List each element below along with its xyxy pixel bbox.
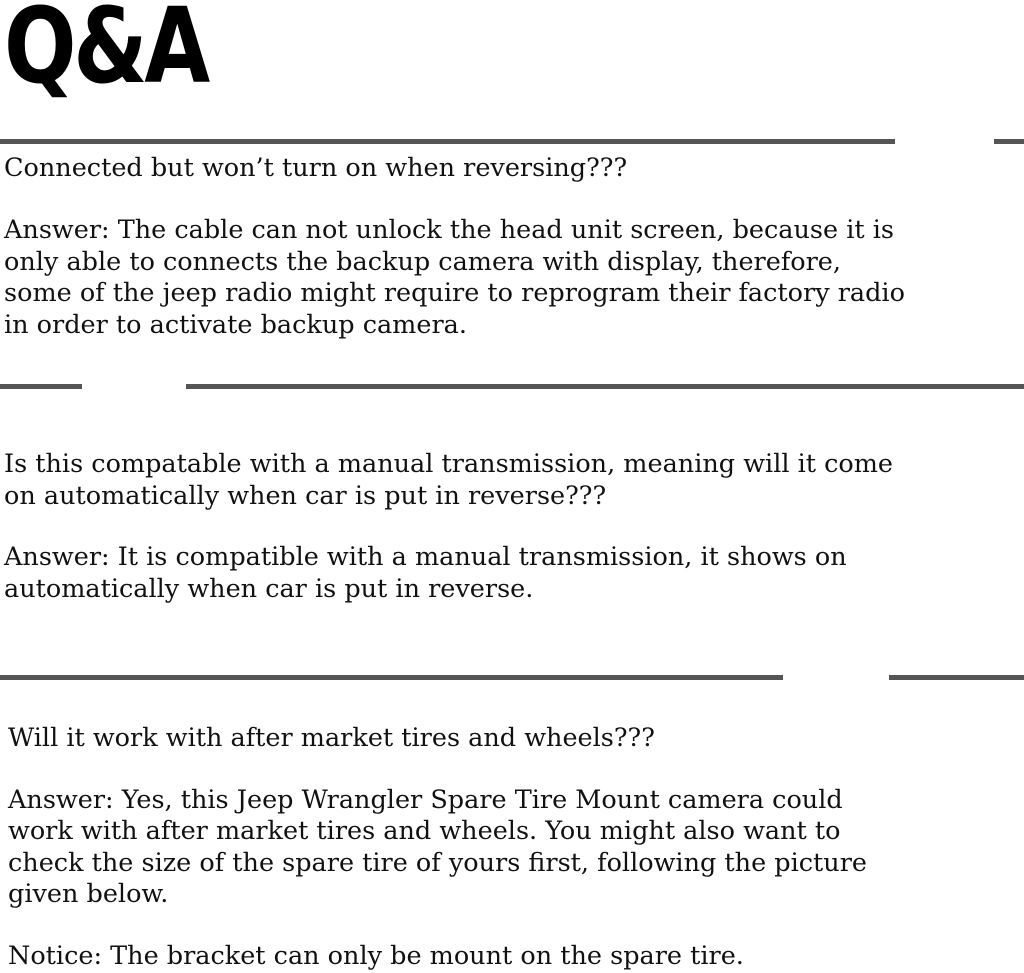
divider — [994, 139, 1024, 144]
question-3: Will it work with after market tires and wheels??? — [8, 723, 655, 753]
answer-1-line-3: some of the jeep radio might require to reprogram their factory radio — [4, 278, 905, 308]
answer-3-line-2: work with after market tires and wheels. You might also want to — [8, 816, 841, 846]
answer-3-line-1: Answer: Yes, this Jeep Wrangler Spare Tire Mount camera could — [8, 785, 843, 815]
question-1: Connected but won’t turn on when reversing??? — [4, 153, 628, 183]
answer-3-line-4: given below. — [8, 879, 169, 909]
question-2-line-2: on automatically when car is put in reverse??? — [4, 481, 607, 511]
answer-2-line-1: Answer: It is compatible with a manual transmission, it shows on — [4, 542, 847, 572]
answer-1-line-2: only able to connects the backup camera with display, therefore, — [4, 247, 842, 277]
divider — [186, 384, 1024, 389]
answer-3-line-3: check the size of the spare tire of yours first, following the picture — [8, 848, 867, 878]
notice: Notice: The bracket can only be mount on the spare tire. — [8, 941, 744, 971]
answer-1-line-1: Answer: The cable can not unlock the head unit screen, because it is — [4, 215, 894, 245]
question-2-line-1: Is this compatable with a manual transmission, meaning will it come — [4, 449, 894, 479]
divider — [0, 675, 783, 680]
divider — [0, 139, 895, 144]
answer-1-line-4: in order to activate backup camera. — [4, 310, 467, 340]
divider — [889, 675, 1024, 680]
answer-2-line-2: automatically when car is put in reverse. — [4, 574, 534, 604]
page-title: Q&A — [4, 0, 208, 107]
divider — [0, 384, 82, 389]
